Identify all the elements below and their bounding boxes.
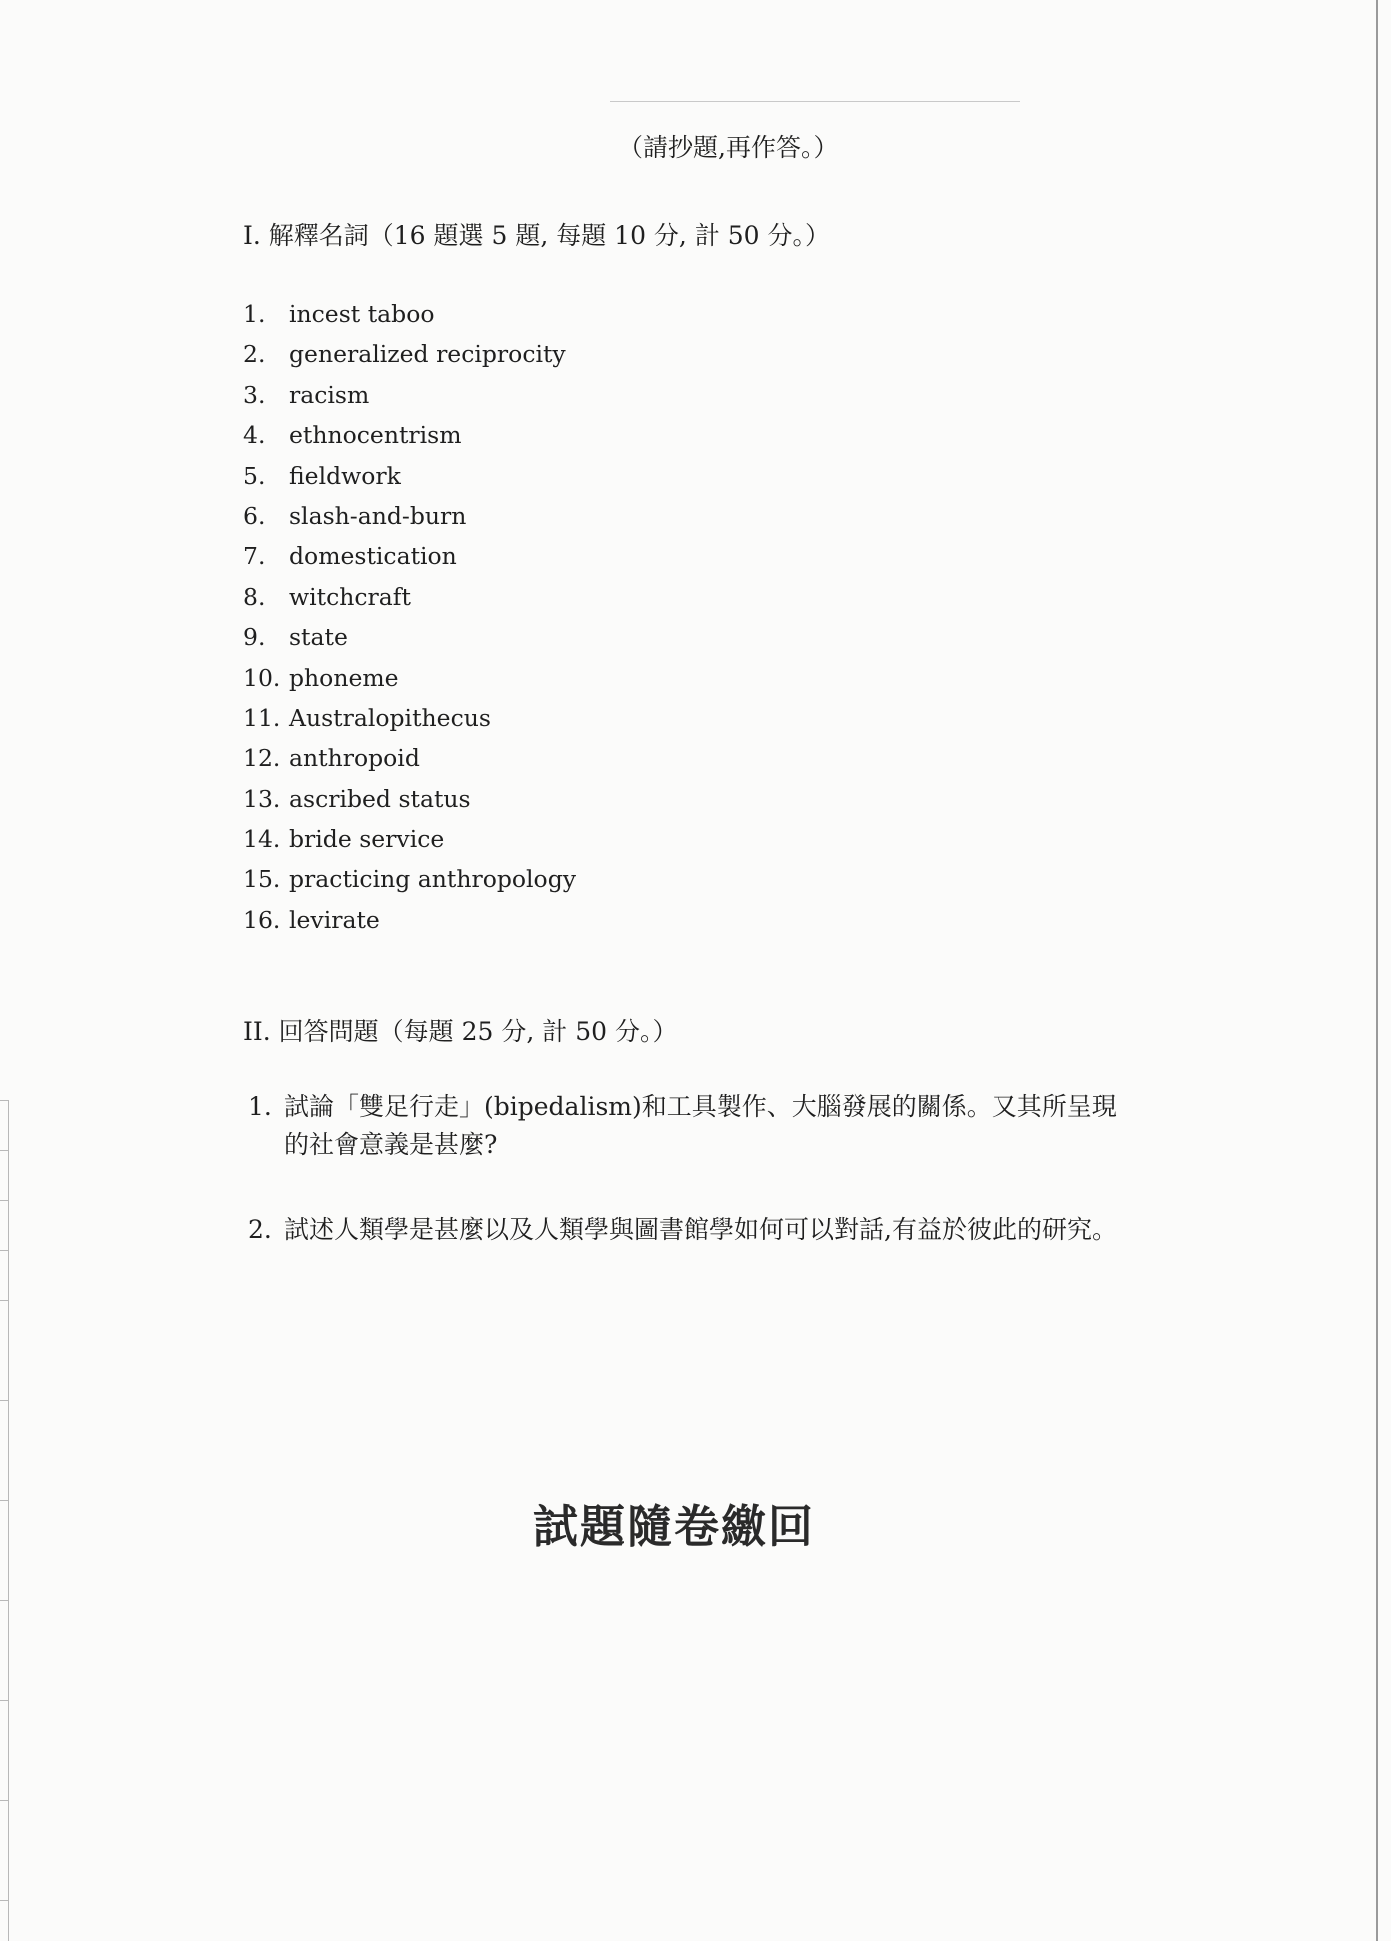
question-2	[248, 1211, 1117, 1249]
term-text: Australopithecus	[289, 703, 491, 732]
term-number: 1.	[243, 300, 266, 328]
section-1-heading: I. 解釋名詞（16 題選 5 題, 每題 10 分, 計 50 分。）	[243, 221, 831, 250]
term-number: 15.	[243, 865, 281, 894]
term-text: racism	[289, 380, 370, 409]
question-1	[248, 1088, 1117, 1164]
scan-tick	[0, 1900, 8, 1901]
question-text-line-2: 的社會意義是甚麼?	[284, 1130, 498, 1159]
term-number: 11.	[243, 703, 281, 732]
list-item	[243, 415, 576, 455]
term-number: 3.	[243, 380, 266, 409]
list-item	[243, 334, 576, 374]
term-number: 13.	[243, 784, 281, 813]
list-item	[243, 577, 576, 617]
scan-tick	[0, 1800, 8, 1801]
list-item	[243, 900, 576, 940]
question-number: 1.	[248, 1092, 272, 1121]
term-number: 10.	[243, 663, 281, 692]
term-number: 14.	[243, 825, 281, 854]
term-text: domestication	[289, 542, 457, 571]
list-item	[243, 617, 576, 657]
scan-left-edge	[0, 1100, 9, 1941]
term-text: anthropoid	[289, 744, 420, 773]
term-number: 9.	[243, 623, 266, 652]
section-2-heading: II. 回答問題（每題 25 分, 計 50 分。）	[243, 1017, 678, 1046]
term-text: generalized reciprocity	[289, 340, 566, 369]
term-text: ascribed status	[289, 784, 471, 813]
instruction-text: （請抄題,再作答。）	[618, 133, 839, 162]
list-item	[243, 859, 576, 899]
scan-tick	[0, 1600, 8, 1601]
scan-tick	[0, 1500, 8, 1501]
term-number: 6.	[243, 501, 266, 530]
scan-tick	[0, 1250, 8, 1251]
term-text: phoneme	[289, 663, 399, 692]
return-exam-stamp: 試題隨卷繳回	[533, 1500, 816, 1553]
scan-top-line	[610, 101, 1020, 102]
term-text: levirate	[289, 905, 380, 934]
scan-tick	[0, 1100, 8, 1101]
term-text: incest taboo	[289, 300, 435, 328]
term-number: 12.	[243, 744, 281, 773]
term-list	[243, 294, 576, 940]
term-text: ethnocentrism	[289, 421, 462, 450]
question-text-line-1: 試述人類學是甚麼以及人類學與圖書館學如何可以對話,有益於彼此的研究。	[284, 1215, 1117, 1244]
list-item	[243, 375, 576, 415]
question-number: 2.	[248, 1215, 272, 1244]
term-number: 16.	[243, 905, 281, 934]
list-item	[243, 536, 576, 576]
term-number: 8.	[243, 582, 266, 611]
list-item	[243, 738, 576, 778]
list-item	[243, 496, 576, 536]
term-number: 4.	[243, 421, 266, 450]
term-text: slash-and-burn	[289, 501, 467, 530]
scan-tick	[0, 1300, 8, 1301]
list-item	[243, 294, 576, 334]
question-text-line-1: 試論「雙足行走」(bipedalism)和工具製作、大腦發展的關係。又其所呈現	[284, 1092, 1117, 1121]
term-text: state	[289, 623, 348, 652]
term-text: witchcraft	[289, 582, 411, 611]
term-text: fieldwork	[289, 461, 401, 490]
scan-right-edge	[1376, 0, 1378, 1941]
list-item	[243, 698, 576, 738]
scan-tick	[0, 1150, 8, 1151]
scan-tick	[0, 1700, 8, 1701]
list-item	[243, 779, 576, 819]
list-item	[243, 819, 576, 859]
list-item	[243, 456, 576, 496]
scan-tick	[0, 1400, 8, 1401]
list-item	[243, 658, 576, 698]
term-text: practicing anthropology	[289, 865, 577, 894]
term-text: bride service	[289, 825, 445, 854]
scan-tick	[0, 1200, 8, 1201]
term-number: 5.	[243, 461, 266, 490]
term-number: 2.	[243, 340, 266, 369]
term-number: 7.	[243, 542, 266, 571]
